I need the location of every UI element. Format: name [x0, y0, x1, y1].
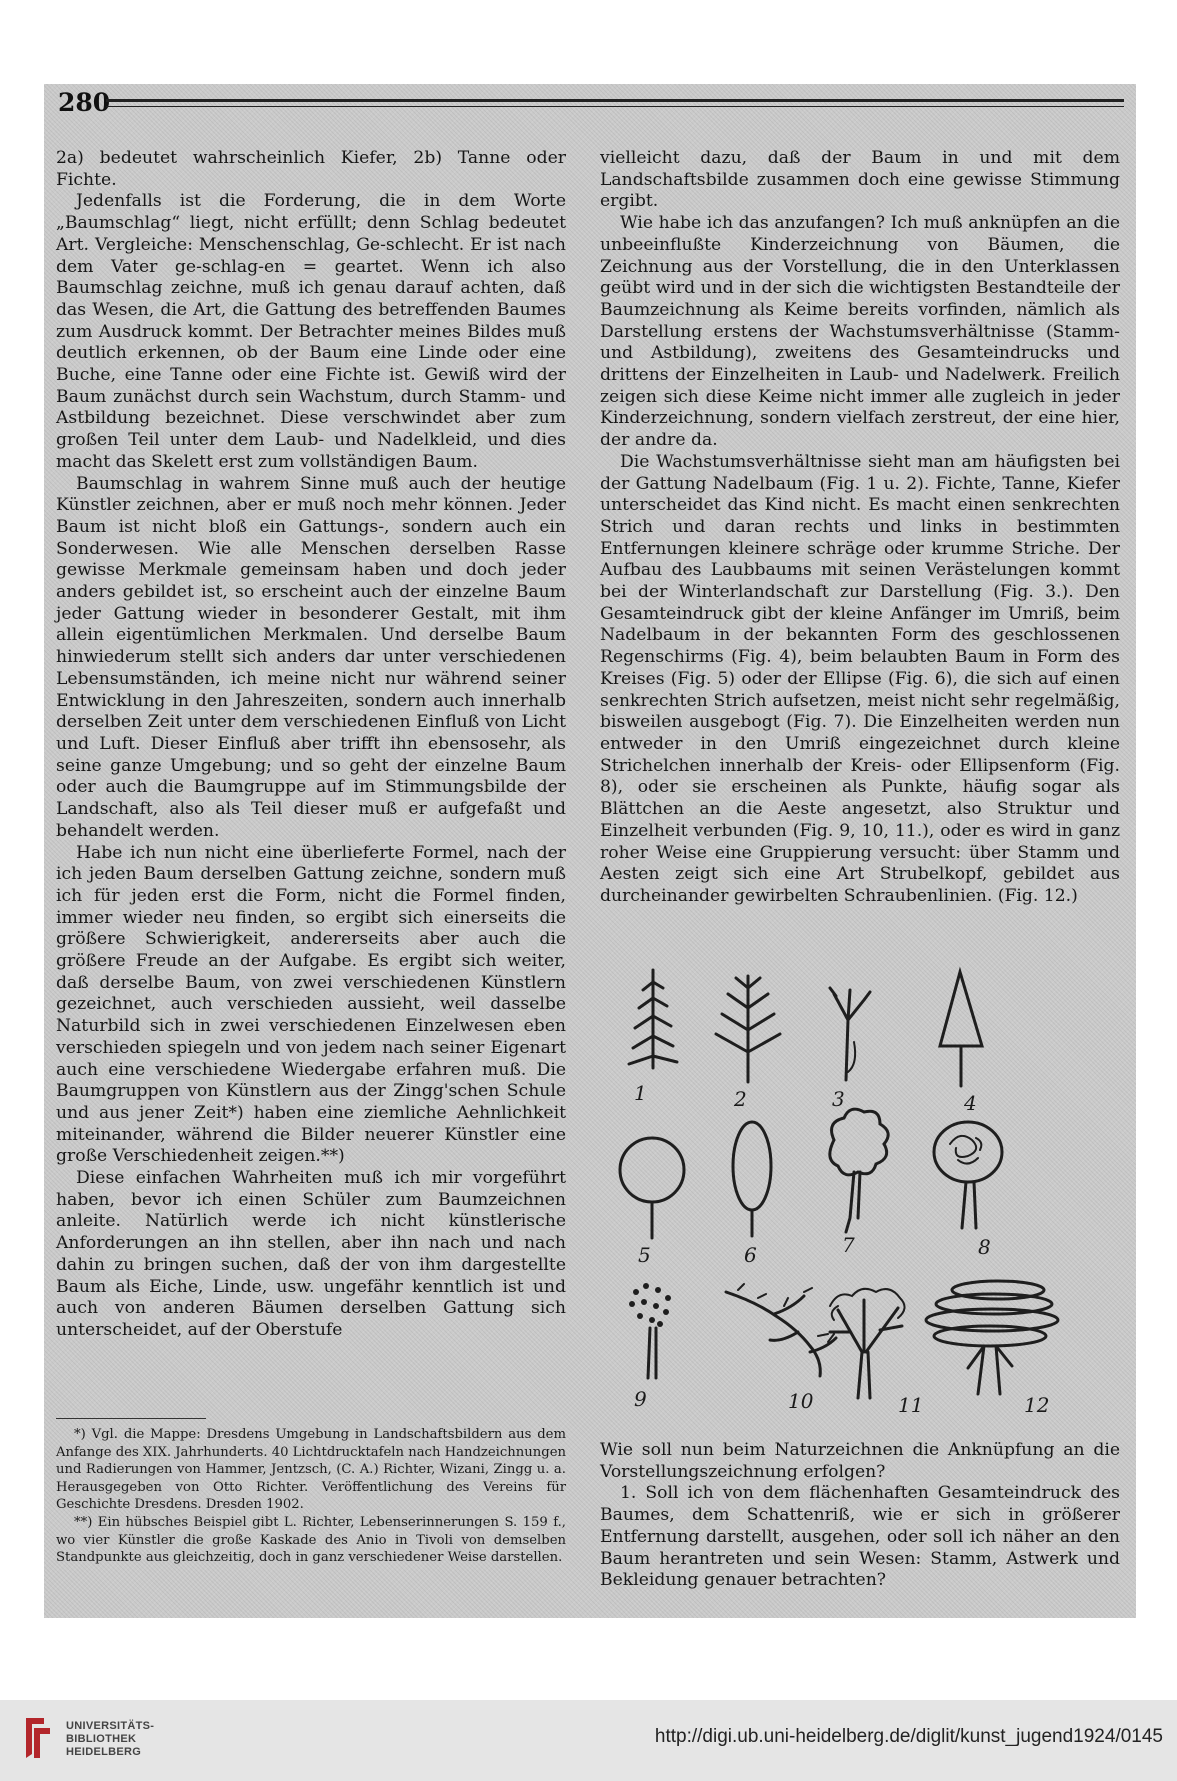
header-rule	[106, 99, 1124, 107]
fig-label: 3	[832, 1087, 845, 1111]
fig-5-circle-tree	[620, 1138, 684, 1238]
library-name-line: BIBLIOTHEK	[66, 1733, 137, 1745]
left-paragraph: Diese einfachen Wahrheiten muß ich mir vorgeführt haben, bevor ich einen Schüler zum Baumzeichnen anleite. Natürlich werde ich nicht künstlerische Anforderungen an ihn stellen, aber ihn nach und nach dahin zu bringen suchen, daß der von ihm dargestellte Baum als Eiche, Linde, usw. ungefähr kenntlich ist und auch von anderen Bäumen derselben Gattung sich unterscheidet, auf der Oberstufe	[56, 1168, 566, 1340]
tree-drawings-figure	[598, 960, 1134, 1434]
library-name-line: UNIVERSITÄTS-	[66, 1720, 155, 1732]
right-paragraph: vielleicht dazu, daß der Baum in und mit dem Landschaftsbilde zusammen doch eine gewisse Stimmung ergibt.	[600, 148, 1120, 212]
fig-6-ellipse-tree	[733, 1122, 771, 1236]
left-column	[56, 148, 566, 1342]
fig-2-fir	[716, 976, 780, 1082]
left-paragraph: 2a) bedeutet wahrscheinlich Kiefer, 2b) Tanne oder Fichte.	[56, 148, 566, 190]
right-column-bottom	[600, 1440, 1120, 1592]
fig-label: 12	[1024, 1393, 1050, 1417]
fig-3-winter-tree	[830, 988, 870, 1080]
footnote: **) Ein hübsches Beispiel gibt L. Richter, Lebenserinnerungen S. 159 f., wo vier Künstler die große Kaskade des Anio in Tivoli von demselben Standpunkte aus gleichzeitig, doch in ganz verschiedener Weise darstellen.	[56, 1514, 566, 1566]
right-paragraph: Wie habe ich das anzufangen? Ich muß anknüpfen an die unbeeinflußte Kinderzeichnung von Bäumen, die Zeichnung aus der Vorstellung, die in den Unterklassen geübt wird und in der sich die wichtigsten Bestandteile der Baumzeichnung als Keime bereits vorfinden, nämlich als Darstellung erstens der Wachstumsverhältnisse (Stamm- und Astbildung), zweitens des Gesamteindrucks und drittens der Einzelheiten in Laub- und Nadelwerk. Freilich zeigen sich diese Keime nicht immer alle zugleich in jeder Kinderzeichnung, sondern vielfach zerstreut, der eine hier, der andre da.	[600, 213, 1120, 451]
fig-label: 10	[788, 1389, 814, 1413]
fig-label: 4	[964, 1091, 977, 1115]
footnote: *) Vgl. die Mappe: Dresdens Umgebung in Landschaftsbildern aus dem Anfange des XIX. Jahrhunderts. 40 Lichtdrucktafeln nach Handzeichnungen und Radierungen von Hammer, Jentzsch, (C. A.) Richter, Wizani, Zingg u. a. Herausgegeben von Otto Richter. Veröffentlichung des Vereins für Geschichte Dresdens. Dresden 1902.	[56, 1427, 566, 1513]
right-paragraph: Wie soll nun beim Naturzeichnen die Anknüpfung an die Vorstellungszeichnung erfolgen?	[600, 1440, 1120, 1482]
fig-10-leafy-branch	[726, 1284, 836, 1376]
university-logo-icon[interactable]	[20, 1714, 56, 1762]
fig-9-dotted-tree	[629, 1283, 671, 1378]
page-number: 280	[58, 88, 111, 117]
left-paragraph: Jedenfalls ist die Forderung, die in dem Worte „Baumschlag“ liegt, nicht erfüllt; denn Schlag bedeutet Art. Vergleiche: Menschenschlag, Ge-schlecht. Er ist nach dem Vater ge-schlag-en = geartet. Wenn ich also Baumschlag zeichne, muß ich genau darauf achten, daß das Wesen, die Art, die Gattung des betreffenden Baumes zum Ausdruck kommt. Der Betrachter meines Bildes muß deutlich erkennen, ob der Baum eine Linde oder eine Buche, eine Tanne oder eine Fichte ist. Gewiß wird der Baum zunächst durch sein Wachstum, durch Stamm- und Astbildung bezeichnet. Diese verschwindet aber zum großen Teil unter dem Laub- und Nadelkleid, und dies macht das Skelett erst zum vollständigen Baum.	[56, 191, 566, 472]
fig-label: 2	[734, 1087, 747, 1111]
fig-label: 5	[638, 1243, 651, 1267]
fig-4-umbrella-conifer	[940, 972, 982, 1086]
footnotes	[56, 1426, 566, 1567]
fig-12-layered-tree	[926, 1281, 1058, 1394]
tree-drawings-svg	[598, 960, 1134, 1434]
fig-7-lobed-tree	[830, 1109, 888, 1232]
right-paragraph: Die Wachstumsverhältnisse sieht man am häufigsten bei der Gattung Nadelbaum (Fig. 1 u. 2). Fichte, Tanne, Kiefer unterscheidet das Kind nicht. Es macht einen senkrechten Strich und daran rechts und links in bestimmten Entfernungen kleinere schräge oder krumme Striche. Der Aufbau des Laubbaums mit seinen Verästelungen kommt bei der Winterlandschaft zur Darstellung (Fig. 3.). Den Gesamteindruck gibt der kleine Anfänger im Umriß, beim Nadelbaum in der bekannten Form des geschlossenen Regenschirms (Fig. 4), beim belaubten Baum in Form des Kreises (Fig. 5) oder der Ellipse (Fig. 6), die sich auf einen senkrechten Strich aufsetzen, meist nicht sehr regelmäßig, bisweilen ausgebogt (Fig. 7). Die Einzelheiten werden nun entweder in den Umriß eingezeichnet durch kleine Strichelchen innerhalb der Kreis- oder Ellipsenform (Fig. 8), oder sie erscheinen als Punkte, häufig sogar als Blättchen an die Aeste angesetzt, also Struktur und Einzelheit verbunden (Fig. 9, 10, 11.), oder es wird in ganz roher Weise eine Gruppierung versucht: über Stamm und Aesten zeigt sich eine Art Strubelkopf, gebildet aus durcheinander gewirbelten Schraubenlinien. (Fig. 12.)	[600, 451, 1120, 906]
permalink-url[interactable]: http://digi.ub.uni-heidelberg.de/diglit/kunst_jugend1924/0145	[654, 1726, 1163, 1747]
right-paragraph: 1. Soll ich von dem flächenhaften Gesamteindruck des Baumes, dem Schattenriß, wie er sich in größerer Entfernung darstellt, ausgehen, oder soll ich näher an den Baum herantreten und sein Wesen: Stamm, Astwerk und Bekleidung genauer betrachten?	[600, 1483, 1120, 1591]
fig-1-spruce	[629, 970, 677, 1068]
left-paragraph: Baumschlag in wahrem Sinne muß auch der heutige Künstler zeichnen, aber er muß noch mehr können. Jeder Baum ist nicht bloß ein Gattungs-, sondern auch ein Sonderwesen. Wie alle Menschen derselben Rasse gewisse Merkmale gemeinsam haben und doch jeder anders gebildet ist, so erscheint auch der einzelne Baum jeder Gattung wieder in besonderer Gestalt, mit ihm allein eigentümlichen Merkmalen. Und derselbe Baum hinwiederum stellt sich anders dar unter verschiedenen Lebensumständen, ich meine nicht nur während seiner Entwicklung in den Jahreszeiten, sondern auch innerhalb derselben Zeit unter dem verschiedenen Einfluß von Licht und Luft. Dieser Einfluß aber trifft ihn ebensosehr, als seine ganze Umgebung; und so geht der einzelne Baum oder auch die Baumgruppe auf im Stimmungsbilde der Landschaft, also als Teil dieser muß er aufgefaßt und behandelt werden.	[56, 473, 566, 841]
right-column-top	[600, 148, 1120, 908]
fig-8-scribbled-tree	[934, 1122, 1002, 1228]
fig-11-branching-tree	[830, 1289, 905, 1398]
fig-label: 9	[634, 1387, 647, 1411]
footnote-rule	[56, 1418, 206, 1419]
library-name-line: HEIDELBERG	[66, 1746, 142, 1758]
fig-label: 1	[634, 1081, 647, 1105]
fig-label: 11	[898, 1393, 924, 1417]
fig-label: 7	[842, 1233, 855, 1257]
fig-label: 6	[744, 1243, 757, 1267]
university-logo-svg	[20, 1714, 56, 1762]
library-name[interactable]	[66, 1720, 154, 1759]
left-paragraph: Habe ich nun nicht eine überlieferte Formel, nach der ich jeden Baum derselben Gattung zeichne, sondern muß ich für jeden erst die Form, nicht die Formel finden, immer wieder neu finden, so ergibt sich einerseits die größere Schwierigkeit, andererseits aber auch die größere Freude an der Aufgabe. Es ergibt sich weiter, daß derselbe Baum, von zwei verschiedenen Künstlern gezeichnet, auch verschieden aussieht, weil dasselbe Naturbild sich in zwei verschiedenen Einzelwesen eben verschieden spiegeln und von jedem nach seiner Eigenart auch eine verschiedene Wiedergabe erfahren muß. Die Baumgruppen von Künstlern aus der Zingg'schen Schule und aus jener Zeit*) haben eine ziemliche Aehnlichkeit miteinander, während die Bilder neuerer Künstler eine große Verschiedenheit zeigen.**)	[56, 842, 566, 1167]
fig-label: 8	[978, 1235, 991, 1259]
